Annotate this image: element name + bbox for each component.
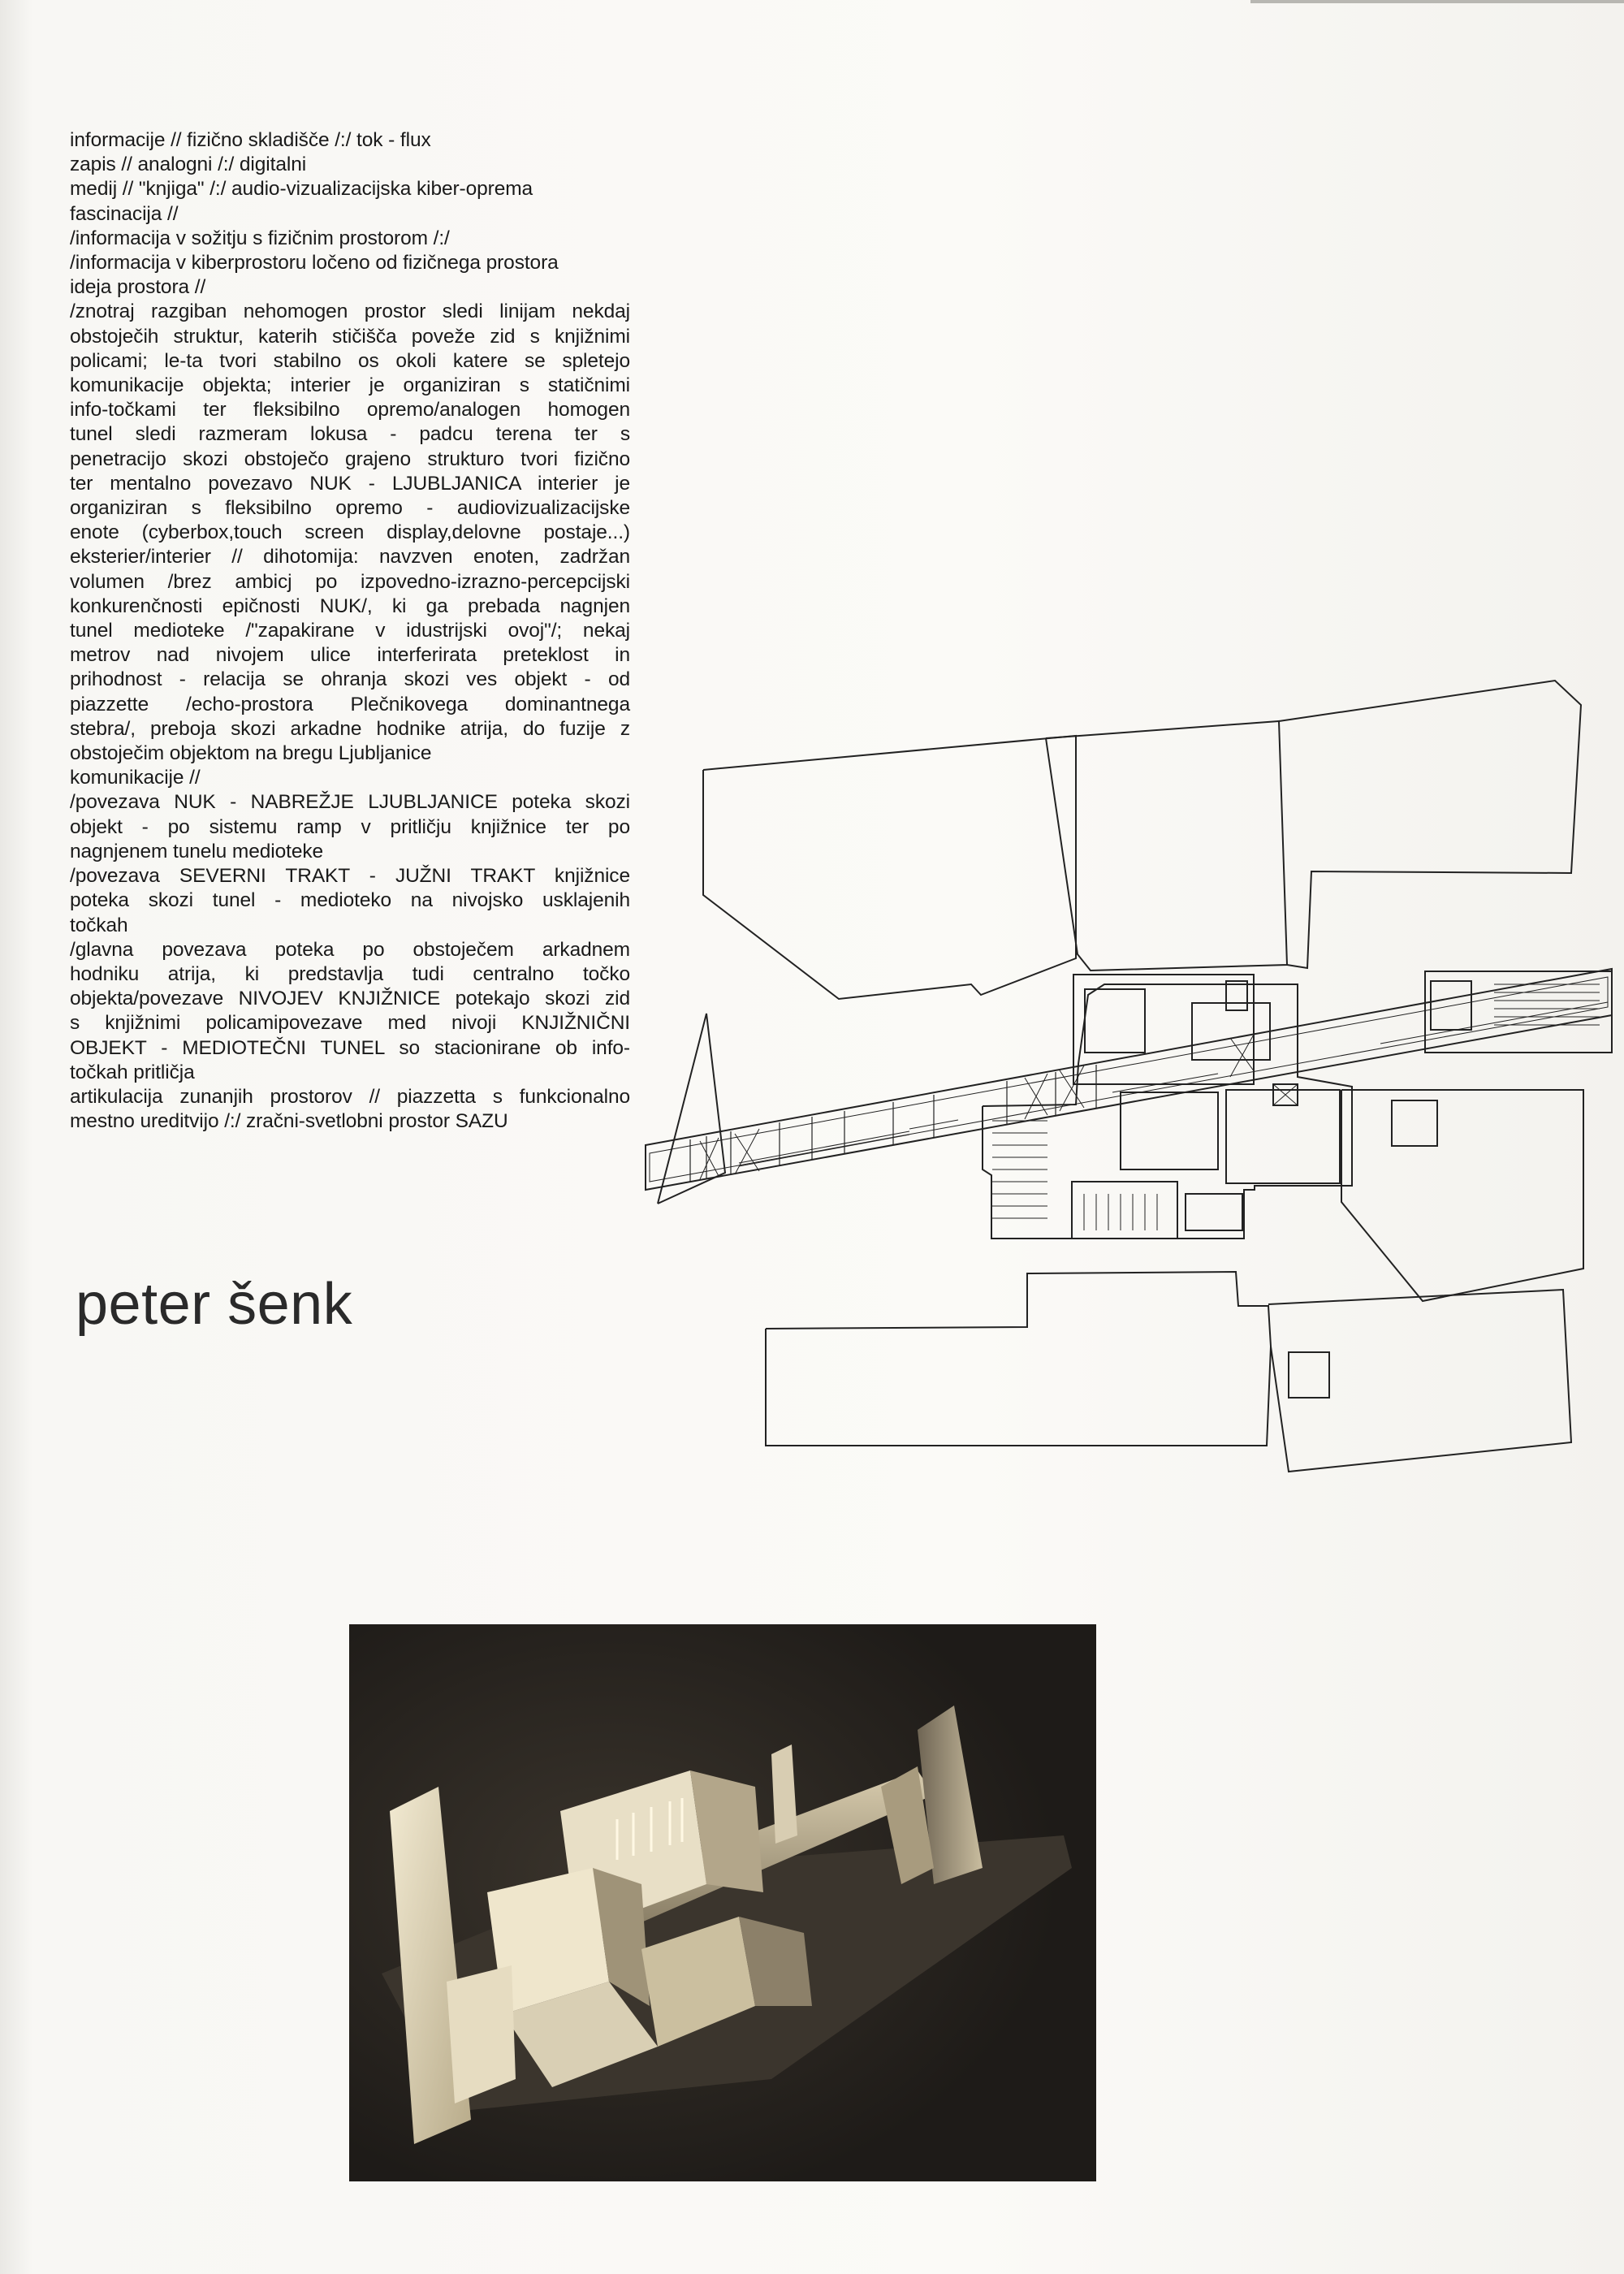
text-line: /informacija v sožitju s fizičnim prostorom /:/ [70, 227, 450, 249]
text-line: ideja prostora // [70, 276, 206, 299]
page-edge [1250, 0, 1624, 3]
text-line: volumen /brez ambicj po izpovedno-izrazno-percepcijski [70, 570, 630, 593]
plan-triangle-element [658, 1014, 725, 1204]
plan-block-northwest [703, 736, 1076, 999]
plan-room [1186, 1194, 1242, 1230]
text-line: komunikacije objekta; interier je organiziran s statičnimi [70, 374, 630, 397]
text-line: artikulacija zunanjih prostorov // piazzetta s funkcionalno [70, 1085, 630, 1108]
text-line: tunel sledi razmeram lokusa - padcu terena ter s [70, 423, 630, 446]
text-line: fascinacija // [70, 202, 179, 225]
text-line: /znotraj razgiban nehomogen prostor sledi linijam nekdaj [70, 300, 630, 323]
plan-room-inner [1085, 989, 1145, 1053]
site-plan-drawing [641, 674, 1616, 1486]
plan-room [1226, 1090, 1340, 1183]
text-line: policami; le-ta tvori stabilno os okoli katere se spletejo [70, 349, 630, 372]
plan-block-east [1341, 1090, 1583, 1301]
plan-stair [1226, 981, 1247, 1010]
plan-room [1121, 1092, 1218, 1169]
plan-block-north [1046, 721, 1287, 971]
plan-block-south [766, 1272, 1271, 1446]
text-line: metrov nad nivojem ulice interferirata preteklost in [70, 644, 630, 667]
text-line: prihodnost - relacija se ohranja skozi ves objekt - od [70, 668, 630, 691]
model-photograph [349, 1624, 1096, 2181]
description-text [70, 128, 630, 1134]
text-line: ter mentalno povezavo NUK - LJUBLJANICA interier je [70, 472, 630, 495]
text-line: hodniku atrija, ki predstavlja tudi centralno točko [70, 962, 630, 985]
plan-courtyard-east [1392, 1100, 1437, 1146]
text-line: poteka skozi tunel - medioteko na nivojsko usklajenih [70, 889, 630, 912]
text-line: točkah pritličja [70, 1061, 195, 1083]
text-line: obstoječih struktur, katerih stičišča poveže zid s knjižnimi [70, 325, 630, 348]
text-line: info-točkami ter fleksibilno opremo/analogen homogen [70, 399, 630, 422]
text-line: zapis // analogni /:/ digitalni [70, 153, 307, 176]
text-line: objekt - po sistemu ramp v pritličju knjižnice ter po [70, 815, 630, 838]
text-line: medij // "knjiga" /:/ audio-vizualizacijska kiber-oprema [70, 178, 533, 201]
text-line: enote (cyberbox,touch screen display,delovne postaje...) [70, 521, 630, 544]
text-line: /glavna povezava poteka po obstoječem arkadnem [70, 938, 630, 961]
text-line: obstoječim objektom na bregu Ljubljanice [70, 742, 432, 765]
plan-block-southeast [1268, 1290, 1571, 1472]
text-line: stebra/, preboja skozi arkadne hodnike atrija, do fuzije z [70, 717, 630, 740]
text-line: penetracijo skozi obstoječo grajeno strukturo tvori fizično [70, 447, 630, 470]
text-line: OBJEKT - MEDIOTEČNI TUNEL so stacionirane ob info- [70, 1036, 630, 1059]
plan-courtyard-south [1289, 1352, 1329, 1398]
author-name: peter šenk [76, 1272, 353, 1337]
text-line: nagnjenem tunelu medioteke [70, 840, 324, 862]
plan-block-central [983, 984, 1352, 1239]
text-line: tunel medioteke /"zapakirane v idustrijski ovoj"/; nekaj [70, 620, 630, 642]
text-line: /informacija v kiberprostoru ločeno od fizičnega prostora [70, 252, 559, 275]
plan-block-northeast [1279, 681, 1581, 968]
plan-room [1072, 1182, 1177, 1239]
plan-tunnel-inner [650, 977, 1608, 1182]
text-line: piazzette /echo-prostora Plečnikovega dominantnega [70, 693, 630, 715]
text-line: /povezava SEVERNI TRAKT - JUŽNI TRAKT knjižnice [70, 865, 630, 888]
text-line: konkurenčnosti epičnosti NUK/, ki ga prebada nagnjen [70, 594, 630, 617]
text-line: mestno ureditvijo /:/ zračni-svetlobni prostor SAZU [70, 1110, 508, 1133]
text-line: organiziran s fleksibilno opremo - audiovizualizacijske [70, 497, 630, 520]
plan-room [1425, 971, 1612, 1053]
model-illustration [349, 1624, 1096, 2181]
text-line: /povezava NUK - NABREŽJE LJUBLJANICE poteka skozi [70, 791, 630, 814]
text-line: točkah [70, 914, 128, 936]
text-line: informacije // fizično skladišče /:/ tok - flux [70, 129, 431, 151]
text-line: s knjižnimi policamipovezave med nivoji KNJIŽNIČNI [70, 1012, 630, 1035]
text-line: komunikacije // [70, 767, 201, 789]
text-line: eksterier/interier // dihotomija: navzven enoten, zadržan [70, 546, 630, 568]
text-line: objekta/povezave NIVOJEV KNJIŽNICE potekajo skozi zid [70, 988, 630, 1010]
